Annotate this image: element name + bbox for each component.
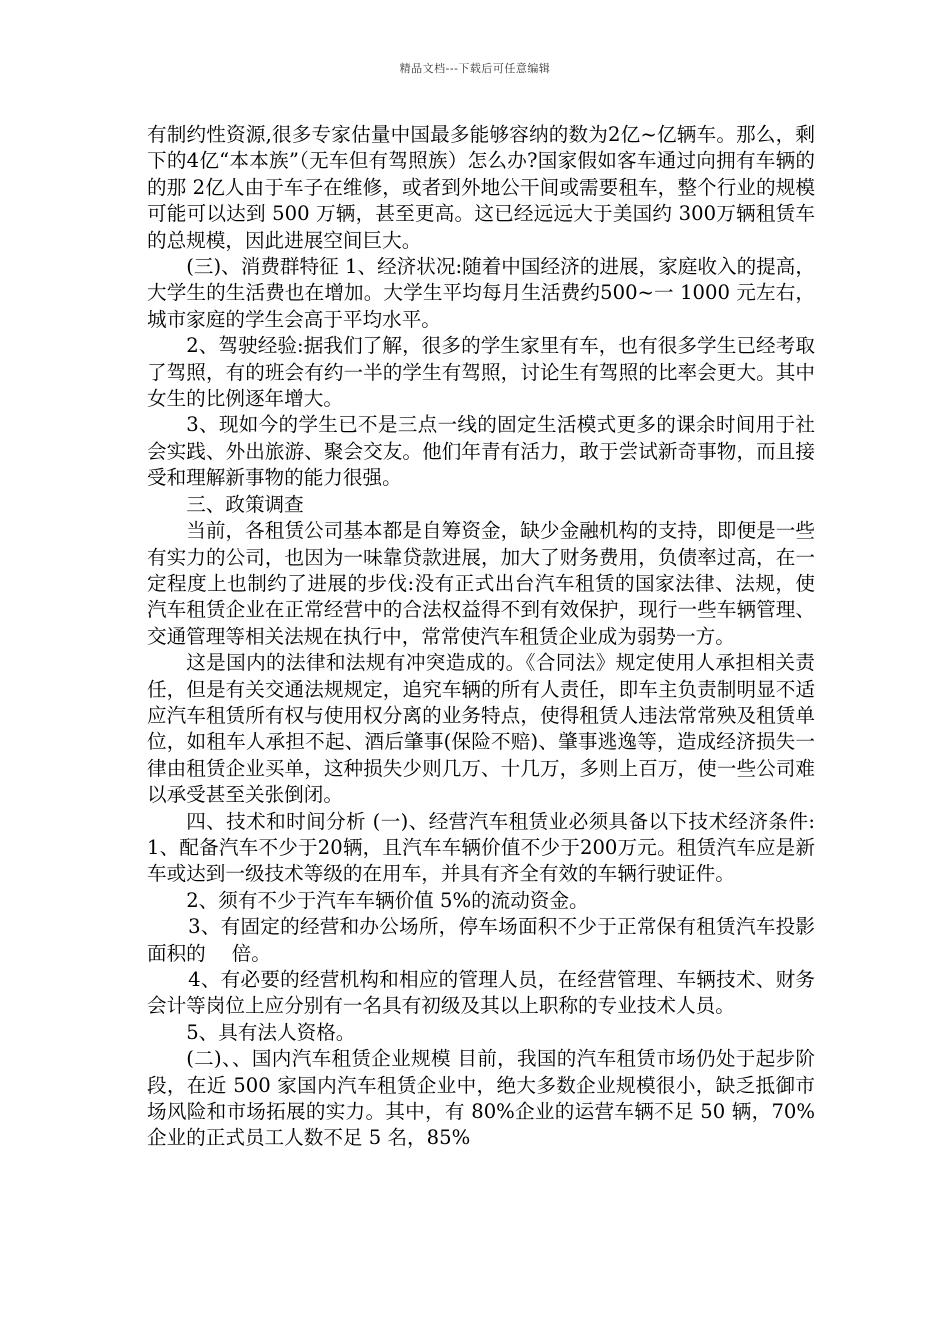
paragraph-student-lifestyle: 3、现如今的学生已不是三点一线的固定生活模式更多的课余时间用于社会实践、外出旅游、聚会交友。他们年青有活力，敢于尝试新奇事物，而且接受和理解新事物的能力很强。 (147, 413, 815, 490)
paragraph-industry-scale: (二)、、国内汽车租赁企业规模 目前，我国的汽车租赁市场仍处于起步阶段，在近 500 家国内汽车租赁企业中，绝大多数企业规模很小，缺乏抵御市场风险和市场拓展的实力。其中，有 80%企业的运营车辆不足 50 辆，70%企业的正式员工人数不足 5 名，85% (147, 1047, 815, 1150)
paragraph-vehicle-capacity: 有制约性资源,很多专家估量中国最多能够容纳的数为2亿~亿辆车。那么，剩下的4亿“本本族”（无车但有驾照族）怎么办?国家假如客车通过向拥有车辆的的那 2亿人由于车子在维修，或者到外地公干间或需要租车，整个行业的规模可能可以达到 500 万辆，甚至更高。这已经远远大于美国约 300万辆租赁车的总规模，因此进展空间巨大。 (147, 123, 815, 252)
paragraph-legal-conflict: 这是国内的法律和法规有冲突造成的。《合同法》规定使用人承担相关责任，但是有关交通法规规定，追究车辆的所有人责任，即车主负责制明显不适应汽车租赁所有权与使用权分离的业务特点，使得租赁人违法常常殃及租赁单位，如租车人承担不起、酒后肇事(保险不赔)、肇事逃逸等，造成经济损失一律由租赁企业买单，这种损失少则几万、十几万，多则上百万，使一些公司难以承受甚至关张倒闭。 (147, 651, 815, 807)
paragraph-parking-premises: 3、有固定的经营和办公场所，停车场面积不少于正常保有租赁汽车投影面积的 倍。 (147, 915, 815, 965)
paragraph-consumer-economy: (三)、消费群特征 1、经济状况:随着中国经济的进展，家庭收入的提高，大学生的生活费也在增加。大学生平均每月生活费约500~一 1000 元左右，城市家庭的学生会高于平均水平。 (147, 255, 815, 331)
page-header: 精品文档---下载后可任意编辑 (399, 62, 551, 75)
section-heading-policy: 三、政策调查 (186, 492, 304, 516)
paragraph-funding-policy: 当前，各租赁公司基本都是自筹资金，缺少金融机构的支持，即便是一些有实力的公司，也因为一味靠贷款进展，加大了财务费用，负债率过高，在一定程度上也制约了进展的步伐:没有正式出台汽车租赁的国家法律、法规，使汽车租赁企业在正常经营中的合法权益得不到有效保护，现行一些车辆管理、交通管理等相关法规在执行中，常常使汽车租赁企业成为弱势一方。 (147, 519, 815, 648)
document-body (147, 122, 815, 1152)
paragraph-working-capital: 2、须有不少于汽车车辆价值 5%的流动资金。 (186, 888, 589, 912)
paragraph-driving-experience: 2、驾驶经验:据我们了解，很多的学生家里有车，也有很多学生已经考取了驾照，有的班会有约一半的学生有驾照，讨论生有驾照的比率会更大。其中女生的比例逐年增大。 (147, 334, 815, 411)
paragraph-management-staff: 4、有必要的经营机构和相应的管理人员，在经营管理、车辆技术、财务会计等岗位上应分别有一名具有初级及其以上职称的专业技术人员。 (147, 968, 815, 1018)
paragraph-legal-entity: 5、具有法人资格。 (186, 1020, 356, 1044)
paragraph-technical-conditions: 四、技术和时间分析 (一)、经营汽车租赁业必须具备以下技术经济条件: 1、配备汽车不少于20辆，且汽车车辆价值不少于200万元。租赁汽车应是新车或达到一级技术等级的在用车，并具有齐全有效的车辆行驶证件。 (147, 809, 815, 886)
